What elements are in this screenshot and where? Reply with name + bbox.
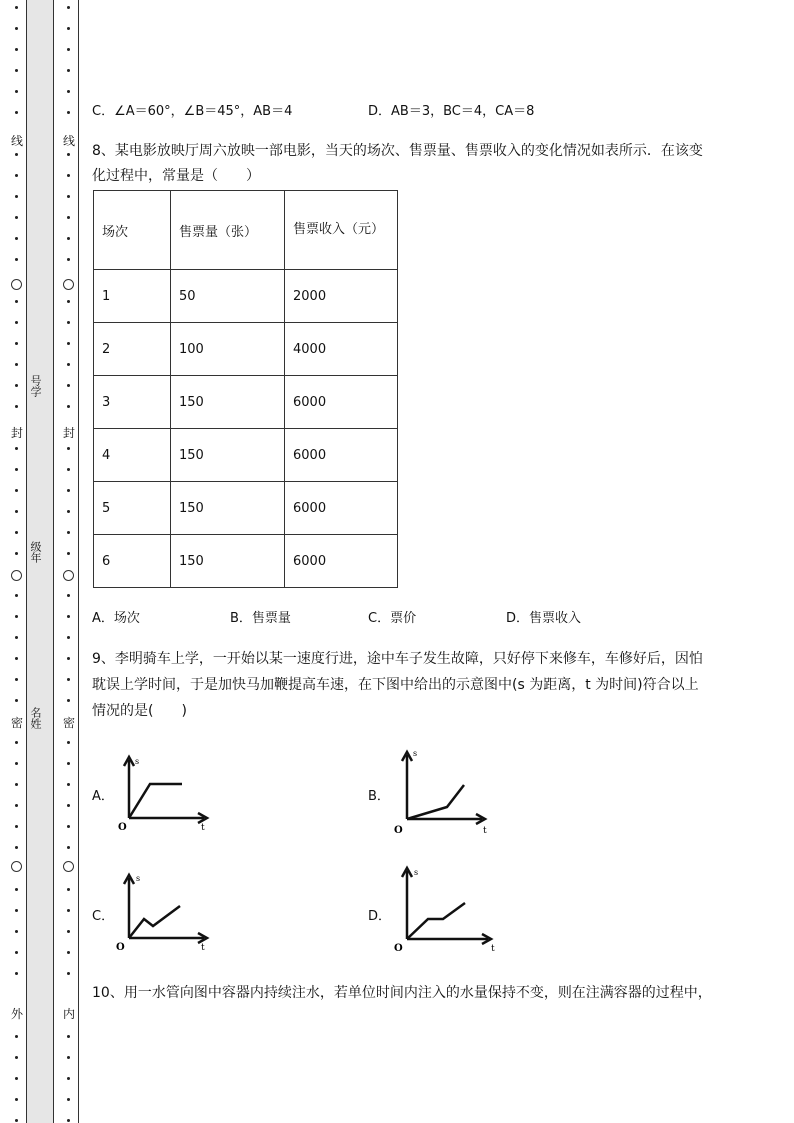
- margin-dot: [67, 342, 70, 345]
- margin-dot: [15, 48, 18, 51]
- student-number-label: 号学: [29, 375, 42, 397]
- margin-dot: [67, 69, 70, 72]
- origin-label: O: [394, 825, 403, 836]
- margin-dot: [67, 615, 70, 618]
- margin-dot: [15, 678, 18, 681]
- table-cell: 50: [171, 270, 285, 323]
- graph-curve: [407, 903, 465, 939]
- seal-char-nei: 内: [62, 1007, 75, 1021]
- margin-dot: [67, 909, 70, 912]
- q8-stem-line1: 8、某电影放映厅周六放映一部电影，当天的场次、售票量、售票收入的变化情况如表所示．在该变: [92, 143, 703, 159]
- table-cell: 2000: [285, 270, 398, 323]
- table-cell: 5: [94, 482, 171, 535]
- q8-stem-line2: 化过程中，常量是（ ）: [92, 168, 260, 184]
- q9-graph-c: [112, 870, 216, 954]
- axis-label-t: t: [483, 826, 487, 836]
- margin-dot: [67, 468, 70, 471]
- table-cell: 4: [94, 429, 171, 482]
- q9-stem-line3: 情况的是( ): [92, 703, 187, 719]
- graph-curve: [129, 906, 180, 938]
- margin-dot: [15, 888, 18, 891]
- margin-dot: [15, 657, 18, 660]
- margin-dot: [15, 468, 18, 471]
- class-label: 级年: [29, 541, 42, 563]
- q9-label-c: C．: [92, 909, 115, 924]
- margin-dot: [15, 258, 18, 261]
- table-cell: 4000: [285, 323, 398, 376]
- margin-dot: [67, 972, 70, 975]
- table-cell: 6000: [285, 535, 398, 588]
- margin-dot: [15, 27, 18, 30]
- margin-dot: [15, 1119, 18, 1122]
- margin-dot: [15, 783, 18, 786]
- margin-dot: [67, 636, 70, 639]
- margin-dot: [15, 615, 18, 618]
- seal-char-wai: 外: [10, 1007, 23, 1021]
- q9-graph-a: [112, 752, 216, 836]
- margin-dot: [67, 531, 70, 534]
- margin-dot: [15, 804, 18, 807]
- margin-dot: [67, 48, 70, 51]
- margin-dot: [15, 636, 18, 639]
- q8-option-d: D．售票收入: [506, 611, 582, 626]
- q7-option-d: D．AB＝3，BC＝4，CA＝8: [368, 104, 535, 119]
- margin-dot: [15, 447, 18, 450]
- margin-dot: [67, 6, 70, 9]
- seal-char-mi-inner: 密: [62, 716, 75, 730]
- q8-option-c: C．票价: [368, 611, 417, 626]
- origin-label: O: [118, 822, 127, 833]
- table-cell: 1: [94, 270, 171, 323]
- margin-dot: [67, 1098, 70, 1101]
- seal-char-feng-inner: 封: [62, 426, 75, 440]
- origin-label: O: [394, 943, 403, 954]
- axis-label-s: s: [413, 749, 418, 758]
- margin-dot: [67, 384, 70, 387]
- margin-dot: [15, 216, 18, 219]
- header-cell: 售票量（张）: [171, 191, 285, 270]
- table-cell: 150: [171, 429, 285, 482]
- margin-dot: [15, 300, 18, 303]
- table-cell: 6000: [285, 376, 398, 429]
- seal-char-mi-outer: 密: [10, 716, 23, 730]
- table-cell: 150: [171, 482, 285, 535]
- margin-dot: [15, 741, 18, 744]
- margin-circle: [11, 861, 22, 872]
- margin-dot: [67, 447, 70, 450]
- table-header-row: [94, 191, 398, 270]
- table-cell: 6: [94, 535, 171, 588]
- table-cell: 150: [171, 376, 285, 429]
- table-cell: 6000: [285, 429, 398, 482]
- margin-dot: [15, 237, 18, 240]
- name-label: 名姓: [29, 707, 42, 729]
- q9-stem-line1: 9、李明骑车上学，一开始以某一速度行进，途中车子发生故障，只好停下来修车，车修好后，因怕: [92, 651, 703, 667]
- q8-option-a: A．场次: [92, 611, 140, 626]
- margin-circle: [11, 570, 22, 581]
- margin-dot: [67, 510, 70, 513]
- margin-dot: [15, 90, 18, 93]
- margin-dot: [15, 342, 18, 345]
- margin-dot: [67, 90, 70, 93]
- q9-stem-line2: 耽误上学时间，于是加快马加鞭提高车速，在下图中给出的示意图中(s 为距离，t 为时间)符合以上: [92, 677, 699, 693]
- margin-dot: [15, 174, 18, 177]
- table-row: [94, 482, 398, 535]
- margin-dot: [15, 699, 18, 702]
- margin-dot: [67, 804, 70, 807]
- q9-label-a: A．: [92, 789, 114, 804]
- margin-dot: [67, 1077, 70, 1080]
- margin-dot: [67, 951, 70, 954]
- q9-graph-d: [390, 863, 500, 955]
- margin-dot: [67, 741, 70, 744]
- margin-dot: [67, 1035, 70, 1038]
- q9-label-b: B．: [368, 789, 390, 804]
- margin-dot: [67, 783, 70, 786]
- margin-dot: [15, 489, 18, 492]
- margin-dot: [67, 237, 70, 240]
- margin-dot: [15, 951, 18, 954]
- binding-margin-line: [78, 0, 79, 1123]
- margin-dot: [67, 888, 70, 891]
- margin-dot: [67, 825, 70, 828]
- margin-dot: [15, 111, 18, 114]
- table-row: [94, 535, 398, 588]
- axis-label-t: t: [201, 823, 205, 833]
- margin-circle: [63, 279, 74, 290]
- margin-dot: [15, 552, 18, 555]
- margin-dot: [67, 594, 70, 597]
- graph-curve: [129, 784, 182, 818]
- graph-curve: [407, 785, 464, 819]
- table-cell: 6000: [285, 482, 398, 535]
- table-row: [94, 270, 398, 323]
- margin-dot: [15, 363, 18, 366]
- q7-option-c: C．∠A＝60°，∠B＝45°，AB＝4: [92, 104, 293, 119]
- margin-dot: [67, 405, 70, 408]
- axis-label-s: s: [414, 868, 419, 877]
- margin-dot: [67, 27, 70, 30]
- header-cell: 场次: [94, 191, 171, 270]
- margin-dot: [15, 405, 18, 408]
- margin-dot: [15, 384, 18, 387]
- margin-dot: [67, 363, 70, 366]
- margin-dot: [67, 657, 70, 660]
- margin-dot: [67, 216, 70, 219]
- margin-dot: [15, 1077, 18, 1080]
- axis-label-s: s: [136, 874, 141, 883]
- margin-dot: [15, 846, 18, 849]
- margin-dot: [15, 195, 18, 198]
- axis-label-t: t: [491, 944, 495, 954]
- margin-dot: [15, 69, 18, 72]
- margin-dot: [67, 762, 70, 765]
- margin-dot: [15, 6, 18, 9]
- table-row: [94, 429, 398, 482]
- seal-char-xian-outer: 线: [10, 134, 23, 148]
- margin-dot: [67, 321, 70, 324]
- seal-char-feng-outer: 封: [10, 426, 23, 440]
- margin-dot: [15, 825, 18, 828]
- margin-dot: [15, 972, 18, 975]
- margin-dot: [15, 762, 18, 765]
- margin-dot: [15, 531, 18, 534]
- margin-circle: [63, 861, 74, 872]
- margin-dot: [15, 1056, 18, 1059]
- margin-dot: [15, 1035, 18, 1038]
- seal-char-xian-inner: 线: [62, 134, 75, 148]
- margin-dot: [15, 594, 18, 597]
- axis-label-t: t: [201, 943, 205, 953]
- q8-option-b: B．售票量: [230, 611, 291, 626]
- margin-dot: [67, 300, 70, 303]
- margin-dot: [67, 678, 70, 681]
- q8-table: [93, 190, 398, 588]
- margin-dot: [67, 699, 70, 702]
- margin-dot: [67, 195, 70, 198]
- margin-dot: [67, 258, 70, 261]
- table-row: [94, 323, 398, 376]
- table-cell: 3: [94, 376, 171, 429]
- margin-dot: [15, 321, 18, 324]
- margin-dot: [67, 1056, 70, 1059]
- margin-dot: [67, 111, 70, 114]
- table-cell: 150: [171, 535, 285, 588]
- margin-dot: [15, 909, 18, 912]
- origin-label: O: [116, 942, 125, 953]
- margin-dot: [15, 1098, 18, 1101]
- margin-dot: [67, 489, 70, 492]
- table-row: [94, 376, 398, 429]
- margin-dot: [67, 846, 70, 849]
- margin-dot: [67, 153, 70, 156]
- q10-stem-line1: 10、用一水管向图中容器内持续注水，若单位时间内注入的水量保持不变，则在注满容器的过程中，: [92, 985, 712, 1001]
- table-cell: 2: [94, 323, 171, 376]
- margin-dot: [67, 930, 70, 933]
- margin-dot: [67, 174, 70, 177]
- margin-dot: [15, 510, 18, 513]
- margin-dot: [67, 1119, 70, 1122]
- margin-circle: [63, 570, 74, 581]
- margin-dot: [67, 552, 70, 555]
- header-cell: 售票收入（元）: [285, 191, 398, 270]
- axis-label-s: s: [135, 757, 140, 766]
- table-cell: 100: [171, 323, 285, 376]
- margin-dot: [15, 930, 18, 933]
- q9-graph-b: [390, 747, 494, 837]
- q9-label-d: D．: [368, 909, 392, 924]
- margin-dot: [15, 153, 18, 156]
- margin-circle: [11, 279, 22, 290]
